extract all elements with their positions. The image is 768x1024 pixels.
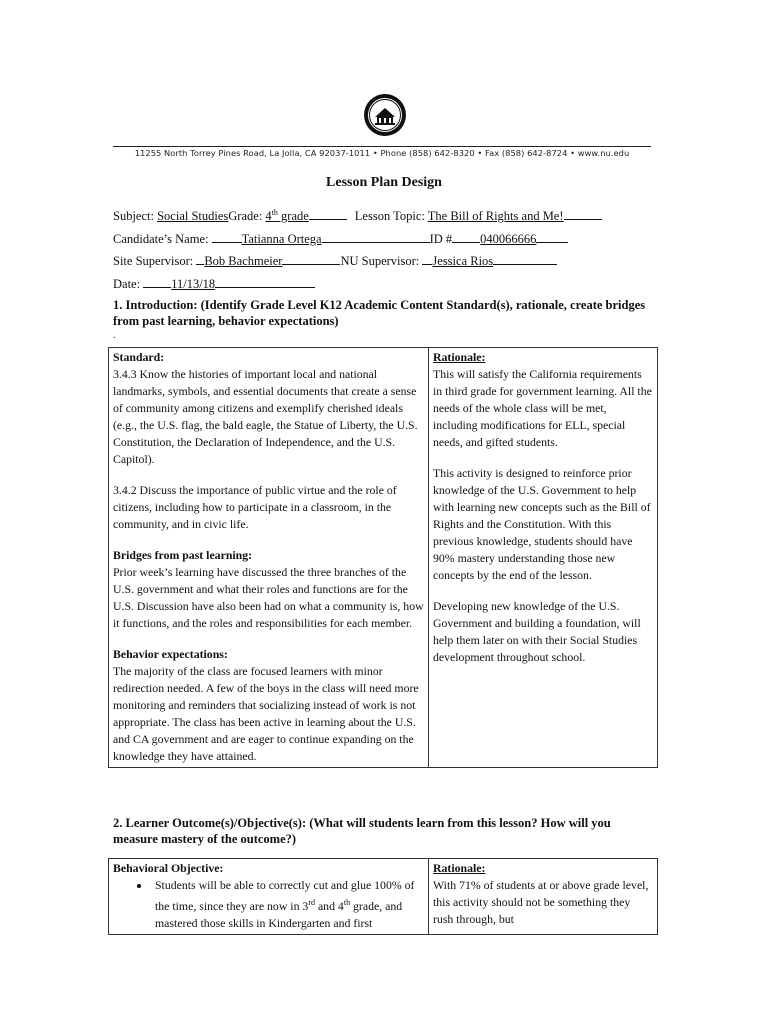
subject-value: Social Studies — [157, 209, 229, 223]
nu-supervisor-value: Jessica Rios — [432, 254, 494, 268]
behavior-label: Behavior expectations: — [113, 647, 228, 661]
rationale-cell — [429, 348, 658, 768]
candidate-row — [113, 230, 568, 247]
address-line: 11255 North Torrey Pines Road, La Jolla, CA 92037-1011 • Phone (858) 642-8320 • Fax (858) 642-8724 • www.nu.edu — [134, 148, 630, 158]
id-value: 040066666 — [480, 232, 537, 246]
site-supervisor-label: Site Supervisor: — [113, 254, 197, 268]
stray-dot: . — [113, 330, 116, 341]
standard-cell — [109, 348, 429, 768]
rationale-paragraph-2: This activity is designed to reinforce prior knowledge of the U.S. Government to help with learning new concepts such as the Bill of Rights and the Constitution. With this previous knowledge, students should have 90% mastery understanding those new concepts by the end of the lesson. — [433, 466, 651, 582]
date-value: 11/13/18 — [171, 277, 216, 291]
topic-label: Lesson Topic: — [354, 209, 428, 223]
outcome-rationale-text: With 71% of students at or above grade level, this activity should not be something they rush through, but — [433, 878, 649, 926]
subject-row — [113, 207, 602, 224]
candidate-label: Candidate’s Name: — [113, 232, 212, 246]
candidate-value: Tatianna Ortega — [241, 232, 322, 246]
bridges-label: Bridges from past learning: — [113, 548, 253, 562]
date-label: Date: — [113, 277, 144, 291]
rationale-paragraph-3: Developing new knowledge of the U.S. Government and building a foundation, will help them later on with their Social Studies development throughout school. — [433, 599, 641, 664]
behavior-text: The majority of the class are focused learners with minor redirection needed. A few of the boys in the class will need more monitoring and reminders that socializing instead of work is not appropriate. The class has been active in learning about the U.S. and CA government and are eager to continue expanding on the knowledge they have attained. — [113, 664, 419, 763]
rationale-label: Rationale: — [433, 350, 486, 364]
id-label: ID # — [429, 232, 453, 246]
grade-value: 4th grade — [265, 209, 346, 223]
list-item: • Students will be able to correctly cut and glue 100% of the time, since they are now in 3rd and 4th grade, and mastered those skills in Kindergarten and first — [151, 877, 424, 932]
section-2-heading: 2. Learner Outcome(s)/Objective(s): (What will students learn from this lesson? How will you measure mastery of the outcome?) — [113, 816, 611, 846]
grade-label: Grade: — [228, 209, 266, 223]
standard-3-4-2: 3.4.2 Discuss the importance of public virtue and the role of citizens, including how to participate in a classroom, in the community, and in civic life. — [113, 483, 397, 531]
standard-3-4-3: 3.4.3 Know the histories of important local and national landmarks, symbols, and essential documents that create a sense of community among citizens and exemplify cherished ideals (e.g., the U.S. flag, the bald eagle, the Statue of Liberty, the U.S. Constitution, the Declaration of Independence, and the U.S. Capitol). — [113, 367, 418, 466]
outcome-rationale-label: Rationale: — [433, 861, 486, 875]
section-1-heading: 1. Introduction: (Identify Grade Level K12 Academic Content Standard(s), rationale, create bridges from past learning, behavior expectations) — [113, 298, 646, 328]
outcome-rationale-cell — [429, 859, 658, 935]
date-row — [113, 275, 315, 292]
nu-supervisor-label: NU Supervisor: — [340, 254, 423, 268]
objective-label: Behavioral Objective: — [113, 861, 224, 875]
rationale-paragraph-1: This will satisfy the California requirements in third grade for government learning. All the needs of the whole class will be met, including modifications for ELL, special needs, and gifted students. — [433, 367, 652, 449]
topic-underline — [564, 207, 602, 220]
standard-label: Standard: — [113, 350, 165, 364]
objective-list — [113, 877, 424, 932]
page-title: Lesson Plan Design — [326, 175, 442, 190]
objective-cell — [109, 859, 429, 935]
bridges-text: Prior week’s learning have discussed the three branches of the U.S. government and what their roles and functions are for the U.S. Discussion have also been had on what a community is, how it functions, and the roles and responsibilities for each member. — [113, 565, 424, 630]
address-rule — [113, 146, 651, 147]
subject-label: Subject: — [113, 209, 158, 223]
topic-value: The Bill of Rights and Me! — [427, 209, 564, 223]
introduction-table — [108, 347, 658, 768]
supervisor-row — [113, 252, 557, 269]
site-supervisor-value: Bob Bachmeier — [204, 254, 283, 268]
university-seal-logo — [363, 93, 407, 137]
outcome-table — [108, 858, 658, 935]
